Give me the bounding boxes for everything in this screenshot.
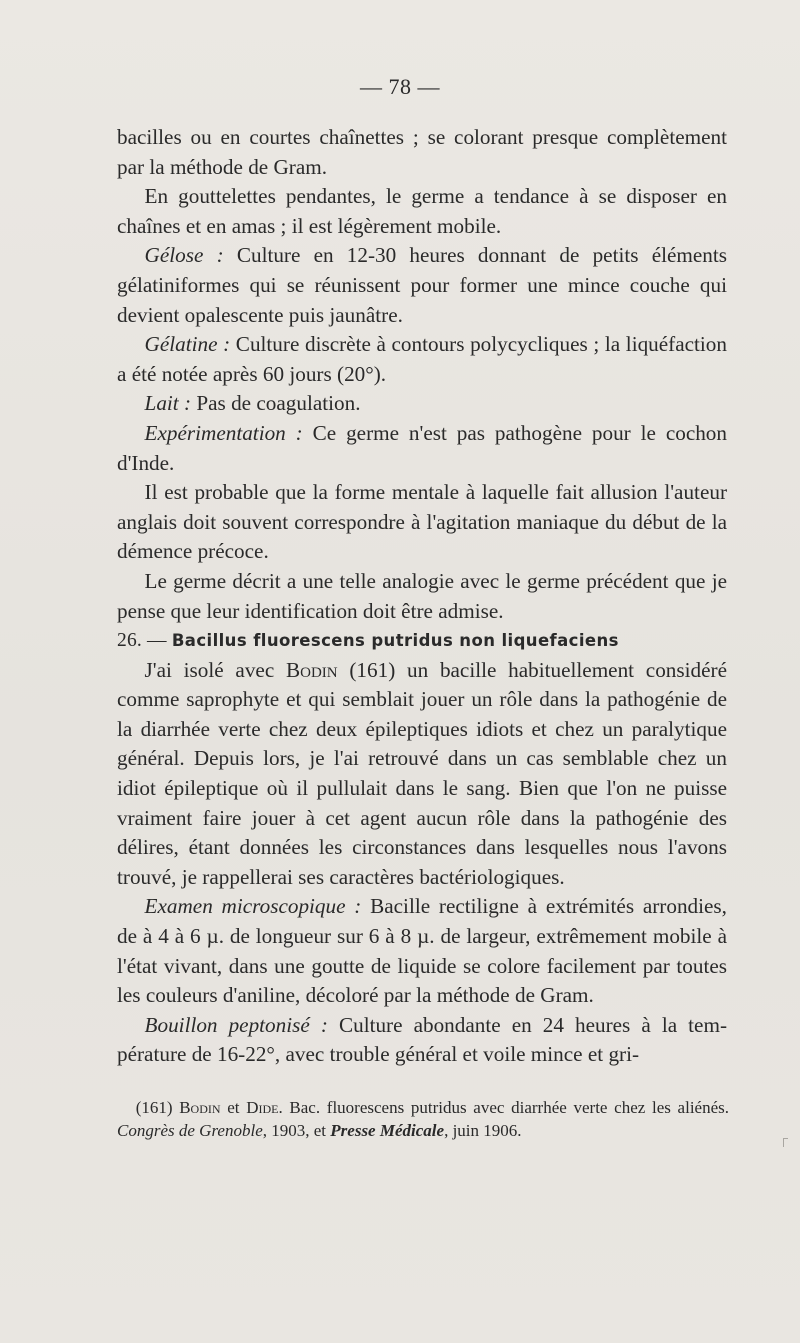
paragraph-text: (161) un bacille habituellement considéré comme saprophyte et qui semblait jouer un rôle dans la pathogénie de la diarrhée verte chez deux épileptiques idiots et chez un paralytique général. Depuis lors, je l'ai retrouvé dans un cas semblable chez un idiot épileptique où il pullulait dans le sang. Bien que l'on ne puisse vraiment faire jouer à cet agent aucun rôle dans la pathogénie des délires, étant données les circonstances dans lesquelles nous l'avons trouvé, je rappellerai ses caractères bactériologiques.: [117, 657, 727, 889]
footnote-venue: Congrès de Grenoble: [117, 1121, 263, 1140]
footnote-text: [117, 1096, 729, 1142]
paragraph: [117, 241, 727, 330]
footnote-body: , 1903, et: [262, 1121, 331, 1140]
paragraph-label: Gélatine :: [144, 332, 231, 357]
paragraph-label: Examen microscopique :: [144, 894, 362, 919]
paragraph-label: Gélose :: [144, 243, 224, 268]
paragraph-label: Expérimentation :: [144, 420, 303, 445]
paragraph: [117, 182, 727, 241]
footnote-body: . Bac. fluorescens putridus avec diarrhée verte chez les aliénés.: [278, 1098, 729, 1117]
paragraph-text: Culture discrète à contours polycycliques ; la liquéfaction a été notée après 60 jours (20°).: [117, 332, 727, 386]
footnote-author: Dide: [246, 1098, 279, 1117]
section-number: 26. —: [117, 630, 167, 652]
footnote-body: , juin 1906.: [444, 1121, 522, 1140]
footnote-author: Bodin: [179, 1098, 221, 1117]
paragraph: [117, 389, 727, 419]
paragraph: [117, 330, 727, 389]
paragraph: [117, 478, 727, 567]
paragraph-text: Culture en 12-30 heures donnant de petits éléments gélatiniformes qui se réunissent pour former une mince couche qui devient opalescente puis jaunâtre.: [117, 243, 727, 327]
footnote-conjunction: et: [220, 1098, 247, 1117]
footnote-journal: Presse Médicale: [330, 1121, 445, 1140]
paragraph-text: Il est probable que la forme mentale à laquelle fait allusion l'auteur anglais doit souvent correspondre à l'agitation maniaque du début de la démence précoce.: [117, 480, 727, 564]
section-title: Bacillus fluorescens putridus non liquefaciens: [171, 631, 619, 651]
paragraph-text: Le germe décrit a une telle analogie avec le germe précédent que je pense que leur identification doit être admise.: [117, 568, 727, 623]
paragraph: [117, 567, 727, 626]
paragraph: [117, 656, 727, 893]
footnote-ref: (161): [135, 1098, 180, 1117]
paragraph-text: J'ai isolé avec: [144, 657, 286, 682]
paragraph: [117, 419, 727, 478]
author-name: Bodin: [285, 657, 338, 682]
paragraph-text: En gouttelettes pendantes, le germe a tendance à se disposer en chaînes et en amas ; il est légèrement mobile.: [117, 184, 727, 238]
paragraph: [117, 892, 727, 1010]
main-text: [117, 123, 727, 1070]
paragraph-label: Bouillon peptonisé :: [144, 1012, 328, 1037]
footnote: [117, 1096, 729, 1142]
paragraph: [117, 1011, 727, 1070]
paragraph-text: Bacille rectiligne à extrémités arrondies, de à 4 à 6 µ. de longueur sur 6 à 8 µ. de largeur, extrêmement mobile à l'état vivant, dans une goutte de liquide se colore facilement par toutes les couleurs d'aniline, décoloré par la méthode de Gram.: [117, 894, 727, 1008]
scan-mark: [783, 1138, 788, 1147]
paragraph: [117, 123, 727, 182]
paragraph-label: Lait :: [144, 391, 192, 416]
paragraph-text: Ce germe n'est pas pathogène pour le cochon d'Inde.: [117, 420, 727, 475]
section-heading: [117, 626, 727, 656]
paragraph-text: bacilles ou en courtes chaînettes ; se colorant presque complètement par la méthode de Gram.: [117, 125, 727, 179]
paragraph-text: Culture abondante en 24 heures à la température de 16-22°, avec trouble général et voile mince et gri-: [117, 1012, 727, 1067]
paragraph-text: Pas de coagulation.: [191, 391, 361, 416]
page-number: — 78 —: [360, 74, 440, 99]
